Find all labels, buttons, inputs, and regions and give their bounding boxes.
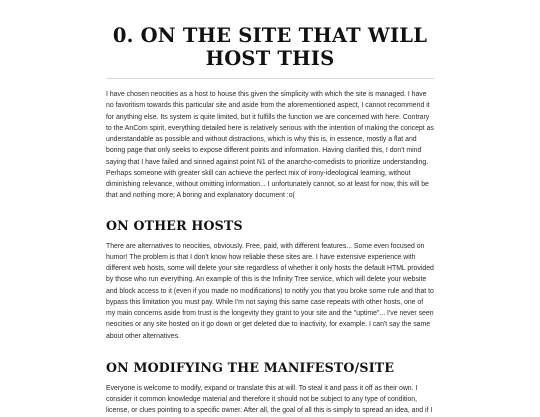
page-title: 0. ON THE SITE THAT WILL HOST THIS xyxy=(112,24,428,70)
intro-paragraph: I have chosen neocities as a host to house this given the simplicity with which the site is managed. I have no favoritism towards this particular site and aside from the aforementioned aspect, I cannot recommend it for anything else. Its system is quite limited, but it fulfills the function we are concerned with here. Contrary to the AnCom spirit, everything detailed here is relatively serious with the intention of making the concept as understandable as possible and without distractions, which is why this is, in essence, mostly a flat and boring page that only seeks to expose different points and information. Having clarified this, I don't mind saying that I have failed and sinned against point N1 of the anarcho-comedists to prioritize understanding. Perhaps someone with greater skill can achieve the perfect mix of irony-ideological learning, without diminishing relevance, without omitting information... I unfortunately cannot, so at least for now, this will be that and nothing more; A boring and explanatory document :o( xyxy=(106,91,434,200)
modifying-paragraph: Everyone is welcome to modify, expand or translate this at will. To steal it and pass it off as their own. I consider it common knowledge material and therefore it should not be subject to any type of condition, license, or clues pointing to a specific owner. After all, the goal of all this is simply to spread an idea, and if I xyxy=(106,384,433,415)
other-hosts-paragraph: There are alternatives to neocities, obviously. Free, paid, with different features... Some even focused on humor! The problem is that I don't know how reliable these sites are. I have extensive experience with different web hosts, some will delete your site regardless of whether it only hosts the default HTML provided by those who run everything. An example of this is the Infinity Tree service, which will delete your website and block access to it (even if you made no modifications) to notify you that you broke some rule and that to bypass this limitation you must pay. While I'm not saying this same case repeats with other hosts, one of my main concerns aside from trust is the longevity they grant to your site and the "uptime"... I've never seen neocities or any site hosted on it go down or get deleted due to inactivity, for example. I can't say the same about other alternatives. xyxy=(106,242,434,340)
section-heading-modifying: ON MODIFYING THE MANIFESTO/SITE xyxy=(106,359,395,375)
title-divider xyxy=(106,78,434,79)
document-page xyxy=(106,0,434,417)
section-heading-other-hosts: ON OTHER HOSTS xyxy=(106,217,243,233)
